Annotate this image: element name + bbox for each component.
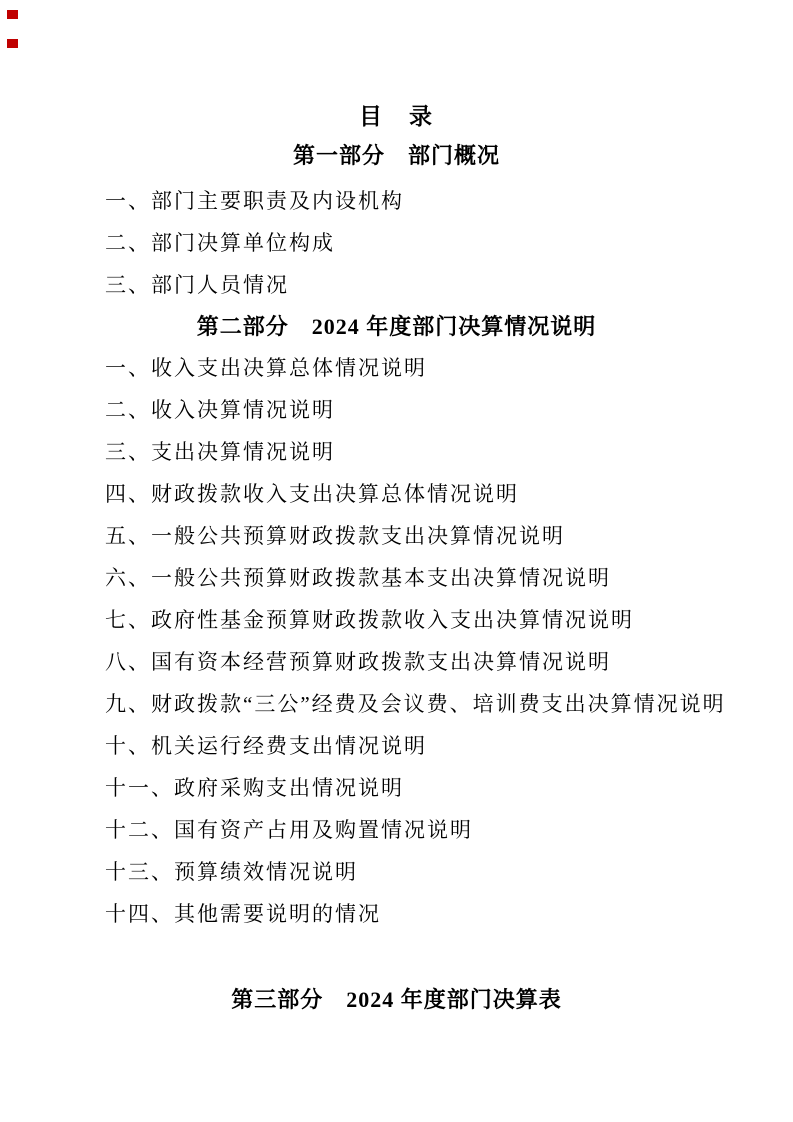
toc-item: 六、一般公共预算财政拨款基本支出决算情况说明 xyxy=(105,566,611,590)
toc-item: 四、财政拨款收入支出决算总体情况说明 xyxy=(105,482,519,506)
toc-item: 十一、政府采购支出情况说明 xyxy=(105,776,404,800)
toc-item: 九、财政拨款“三公”经费及会议费、培训费支出决算情况说明 xyxy=(105,692,726,716)
section-heading-part1: 第一部分 部门概况 xyxy=(292,143,500,168)
section-heading-part3: 第三部分 2024 年度部门决算表 xyxy=(231,987,562,1012)
toc-item: 二、收入决算情况说明 xyxy=(105,398,335,422)
toc-item: 一、收入支出决算总体情况说明 xyxy=(105,356,427,380)
toc-item: 八、国有资本经营预算财政拨款支出决算情况说明 xyxy=(105,650,611,674)
toc-item: 十二、国有资产占用及购置情况说明 xyxy=(105,818,473,842)
toc-item: 七、政府性基金预算财政拨款收入支出决算情况说明 xyxy=(105,608,634,632)
toc-item: 十、机关运行经费支出情况说明 xyxy=(105,734,427,758)
section-heading-part2: 第二部分 2024 年度部门决算情况说明 xyxy=(196,314,597,339)
red-edge-mark-top xyxy=(7,10,18,19)
red-edge-mark-bottom xyxy=(7,39,18,48)
toc-item: 十三、预算绩效情况说明 xyxy=(105,860,358,884)
toc-item: 五、一般公共预算财政拨款支出决算情况说明 xyxy=(105,524,565,548)
toc-item: 三、部门人员情况 xyxy=(105,273,289,297)
toc-list-part2 xyxy=(0,347,793,935)
toc-item: 三、支出决算情况说明 xyxy=(105,440,335,464)
toc-list-part1 xyxy=(0,180,793,306)
toc-item: 一、部门主要职责及内设机构 xyxy=(105,189,404,213)
toc-item: 二、部门决算单位构成 xyxy=(105,231,335,255)
toc-item: 十四、其他需要说明的情况 xyxy=(105,902,381,926)
toc-title: 目 录 xyxy=(359,104,434,129)
